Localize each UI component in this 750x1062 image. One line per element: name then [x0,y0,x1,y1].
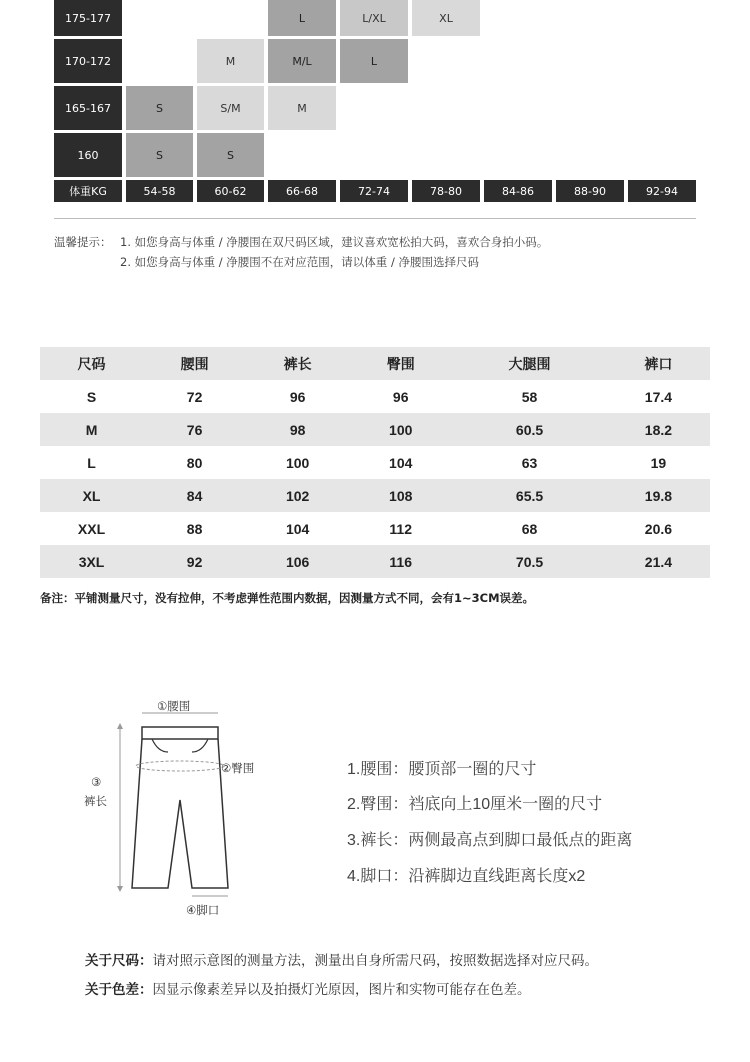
weight-60-62: 60-62 [197,180,264,202]
header-hem: 裤口 [607,347,710,380]
table-cell: 104 [389,454,413,471]
height-160: 160 [54,133,122,177]
weight-92-94: 92-94 [628,180,696,202]
header-size: 尺码 [40,347,143,380]
footer-color-text: 因显示像素差异以及拍摄灯光原因，图片和实物可能存在色差。 [152,982,531,998]
footer-color-note [85,978,531,998]
weight-78-80: 78-80 [412,180,480,202]
table-cell: 88 [186,520,203,537]
table-header-row [40,347,710,380]
size-cell: M [268,86,336,130]
table-row [40,446,710,479]
size-cell: L [268,0,336,36]
table-cell: 21.4 [607,545,710,578]
hip-label: ②臀围 [221,761,255,775]
size-cell: S/M [197,86,264,130]
table-cell: XL [40,479,143,512]
weight-84-86: 84-86 [484,180,552,202]
divider [54,218,696,219]
size-cell: L/XL [340,0,408,36]
header-length: 裤长 [246,347,349,380]
footer-size-label: 关于尺码： [85,953,153,969]
footer-size-note [85,949,598,969]
table-cell: 19.8 [607,479,710,512]
table-row [40,479,710,512]
definition-waist: 1.腰围：腰顶部一圈的尺寸 [347,761,537,778]
table-cell: 20.6 [644,520,673,537]
table-cell: XXL [77,520,106,537]
table-cell: L [87,454,96,471]
table-cell: 116 [349,545,452,578]
size-cell: S [126,133,193,177]
tips-line-1: 1. 如您身高与体重 / 净腰围在双尺码区域，建议喜欢宽松拍大码，喜欢合身拍小码。 [120,235,549,249]
tips-label: 温馨提示： [54,235,112,249]
weight-66-68: 66-68 [268,180,336,202]
table-cell: 76 [143,413,246,446]
table-cell: 92 [143,545,246,578]
weight-54-58: 54-58 [126,180,193,202]
table-row [40,512,710,545]
size-table [40,347,710,578]
table-cell: 63 [521,454,538,471]
table-cell: 3XL [40,545,143,578]
table-cell: 104 [285,520,310,537]
size-cell: S [126,86,193,130]
table-cell: 96 [289,388,306,405]
measurement-note: 备注：平铺测量尺寸，没有拉伸，不考虑弹性范围内数据，因测量方式不同，会有1~3CM误差。 [40,591,535,605]
table-cell: 19 [650,454,667,471]
table-cell: 72 [186,388,203,405]
footer-color-label: 关于色差： [85,982,153,998]
pants-waistband [142,727,218,739]
size-cell: L [340,39,408,83]
size-cell: XL [412,0,480,36]
table-cell: 18.2 [607,413,710,446]
height-170-172: 170-172 [54,39,122,83]
definition-length: 3.裤长：两侧最高点到脚口最低点的距离 [347,832,633,849]
table-row [40,413,710,446]
table-cell: 68 [521,520,538,537]
table-cell: S [86,388,97,405]
table-cell: 84 [143,479,246,512]
table-cell: 100 [285,454,310,471]
table-cell: 70.5 [452,545,607,578]
weight-72-74: 72-74 [340,180,408,202]
table-row [40,380,710,413]
pants-diagram [100,690,280,920]
height-165-167: 165-167 [54,86,122,130]
hem-label: ④脚口 [186,903,220,917]
length-label: 裤长 [84,794,107,808]
pants-outline [132,739,228,888]
definition-hem: 4.脚口：沿裤脚边直线距离长度x2 [347,868,586,885]
tips-line-2: 2. 如您身高与体重 / 净腰围不在对应范围，请以体重 / 净腰围选择尺码 [120,255,479,269]
table-row [40,545,710,578]
size-cell: M/L [268,39,336,83]
size-cell: S [197,133,264,177]
table-cell: 58 [521,388,538,405]
weight-88-90: 88-90 [556,180,624,202]
height-175-177: 175-177 [54,0,122,36]
waist-label: ①腰围 [157,699,191,713]
definition-hip: 2.臀围：裆底向上10厘米一圈的尺寸 [347,796,603,813]
length-number: ③ [91,775,102,789]
table-cell: 80 [186,454,203,471]
header-waist: 腰围 [143,347,246,380]
table-cell: 98 [246,413,349,446]
hip-line [136,761,224,771]
table-cell: 17.4 [644,388,673,405]
table-cell: 108 [349,479,452,512]
table-cell: 60.5 [452,413,607,446]
table-cell: 106 [246,545,349,578]
footer-size-text: 请对照示意图的测量方法，测量出自身所需尺码，按照数据选择对应尺码。 [152,953,598,969]
table-cell: M [40,413,143,446]
size-cell: M [197,39,264,83]
table-cell: 112 [389,520,413,537]
table-cell: 102 [246,479,349,512]
header-hip: 臀围 [349,347,452,380]
table-cell: 65.5 [452,479,607,512]
table-cell: 96 [392,388,409,405]
table-cell: 100 [349,413,452,446]
weight-axis-label: 体重KG [54,180,122,202]
header-thigh: 大腿围 [452,347,607,380]
